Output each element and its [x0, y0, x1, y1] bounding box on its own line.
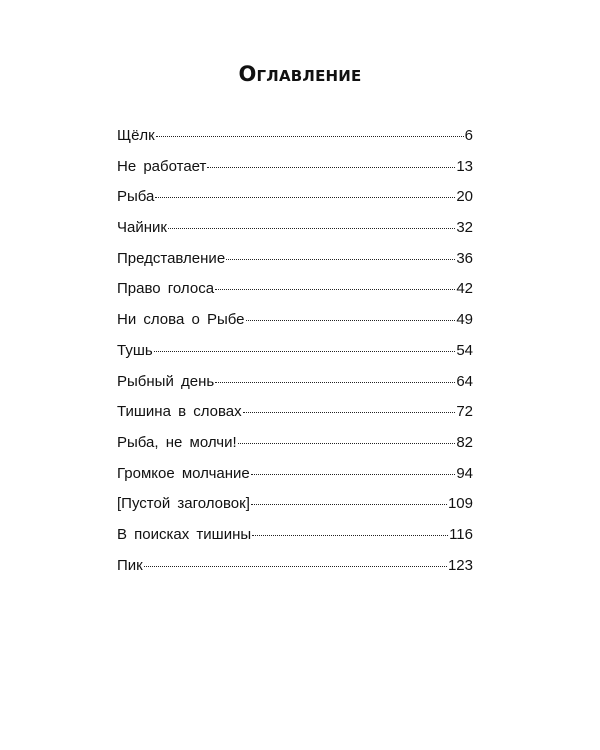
toc-entry-title: Рыба — [117, 188, 155, 206]
toc-heading: Оглавление — [238, 62, 362, 86]
toc-entry-title: Право голоса — [117, 280, 215, 298]
toc-entry — [117, 495, 473, 526]
toc-entry — [117, 373, 473, 404]
dot-leader — [251, 504, 447, 505]
toc-entry-title: Щёлк — [117, 127, 155, 144]
toc-entry — [117, 158, 473, 189]
toc-entry-title: Рыба, не молчи! — [117, 433, 237, 451]
toc-entry-title: Рыбный день — [117, 372, 215, 390]
toc-entry — [117, 342, 473, 373]
toc-entry — [117, 219, 473, 250]
dot-leader — [168, 228, 455, 229]
toc-entry — [117, 250, 473, 281]
dot-leader — [207, 167, 455, 168]
dot-leader — [238, 443, 456, 444]
toc-entry-page: 94 — [456, 464, 473, 482]
toc-entry-page: 36 — [456, 249, 473, 267]
toc-entry-page: 109 — [447, 495, 473, 513]
toc-entry-page: 54 — [456, 341, 473, 359]
dot-leader — [252, 535, 448, 536]
toc-entry-title: Чайник — [117, 219, 167, 237]
toc-entry — [117, 557, 473, 588]
toc-entry-page: 72 — [456, 403, 473, 421]
toc-entry-page: 123 — [447, 556, 473, 574]
dot-leader — [226, 259, 455, 260]
toc-entry-page: 116 — [449, 525, 473, 543]
toc-entry-title: Тишина в словах — [117, 403, 242, 421]
dot-leader — [144, 566, 447, 567]
toc-entry-page: 20 — [456, 188, 473, 206]
toc-entry-page: 82 — [456, 433, 473, 451]
dot-leader — [156, 136, 464, 137]
toc-entry — [117, 434, 473, 465]
toc-entry-title: Тушь — [117, 341, 153, 359]
toc-entry-page: 6 — [464, 127, 473, 144]
dot-leader — [243, 412, 456, 413]
dot-leader — [154, 351, 456, 352]
table-of-contents — [117, 127, 473, 587]
toc-entry-title: Не работает — [117, 157, 207, 175]
dot-leader — [246, 320, 456, 321]
toc-entry-title: [Пустой заголовок] — [117, 495, 250, 513]
toc-entry-title: Ни слова о Рыбе — [117, 311, 245, 329]
toc-entry — [117, 280, 473, 311]
dot-leader — [215, 289, 455, 290]
toc-entry — [117, 188, 473, 219]
toc-entry — [117, 127, 473, 158]
toc-entry-title: Пик — [117, 556, 143, 574]
toc-entry-page: 32 — [456, 219, 473, 237]
toc-entry-page: 49 — [456, 311, 473, 329]
dot-leader — [155, 197, 455, 198]
toc-entry-title: Громкое молчание — [117, 464, 250, 482]
dot-leader — [251, 474, 456, 475]
toc-entry-title: Представление — [117, 249, 226, 267]
toc-entry-title: В поисках тишины — [117, 525, 252, 543]
toc-entry-page: 13 — [456, 157, 473, 175]
toc-entry-page: 64 — [456, 372, 473, 390]
toc-entry-page: 42 — [456, 280, 473, 298]
dot-leader — [215, 382, 455, 383]
toc-entry — [117, 465, 473, 496]
toc-entry — [117, 526, 473, 557]
toc-entry — [117, 403, 473, 434]
toc-entry — [117, 311, 473, 342]
